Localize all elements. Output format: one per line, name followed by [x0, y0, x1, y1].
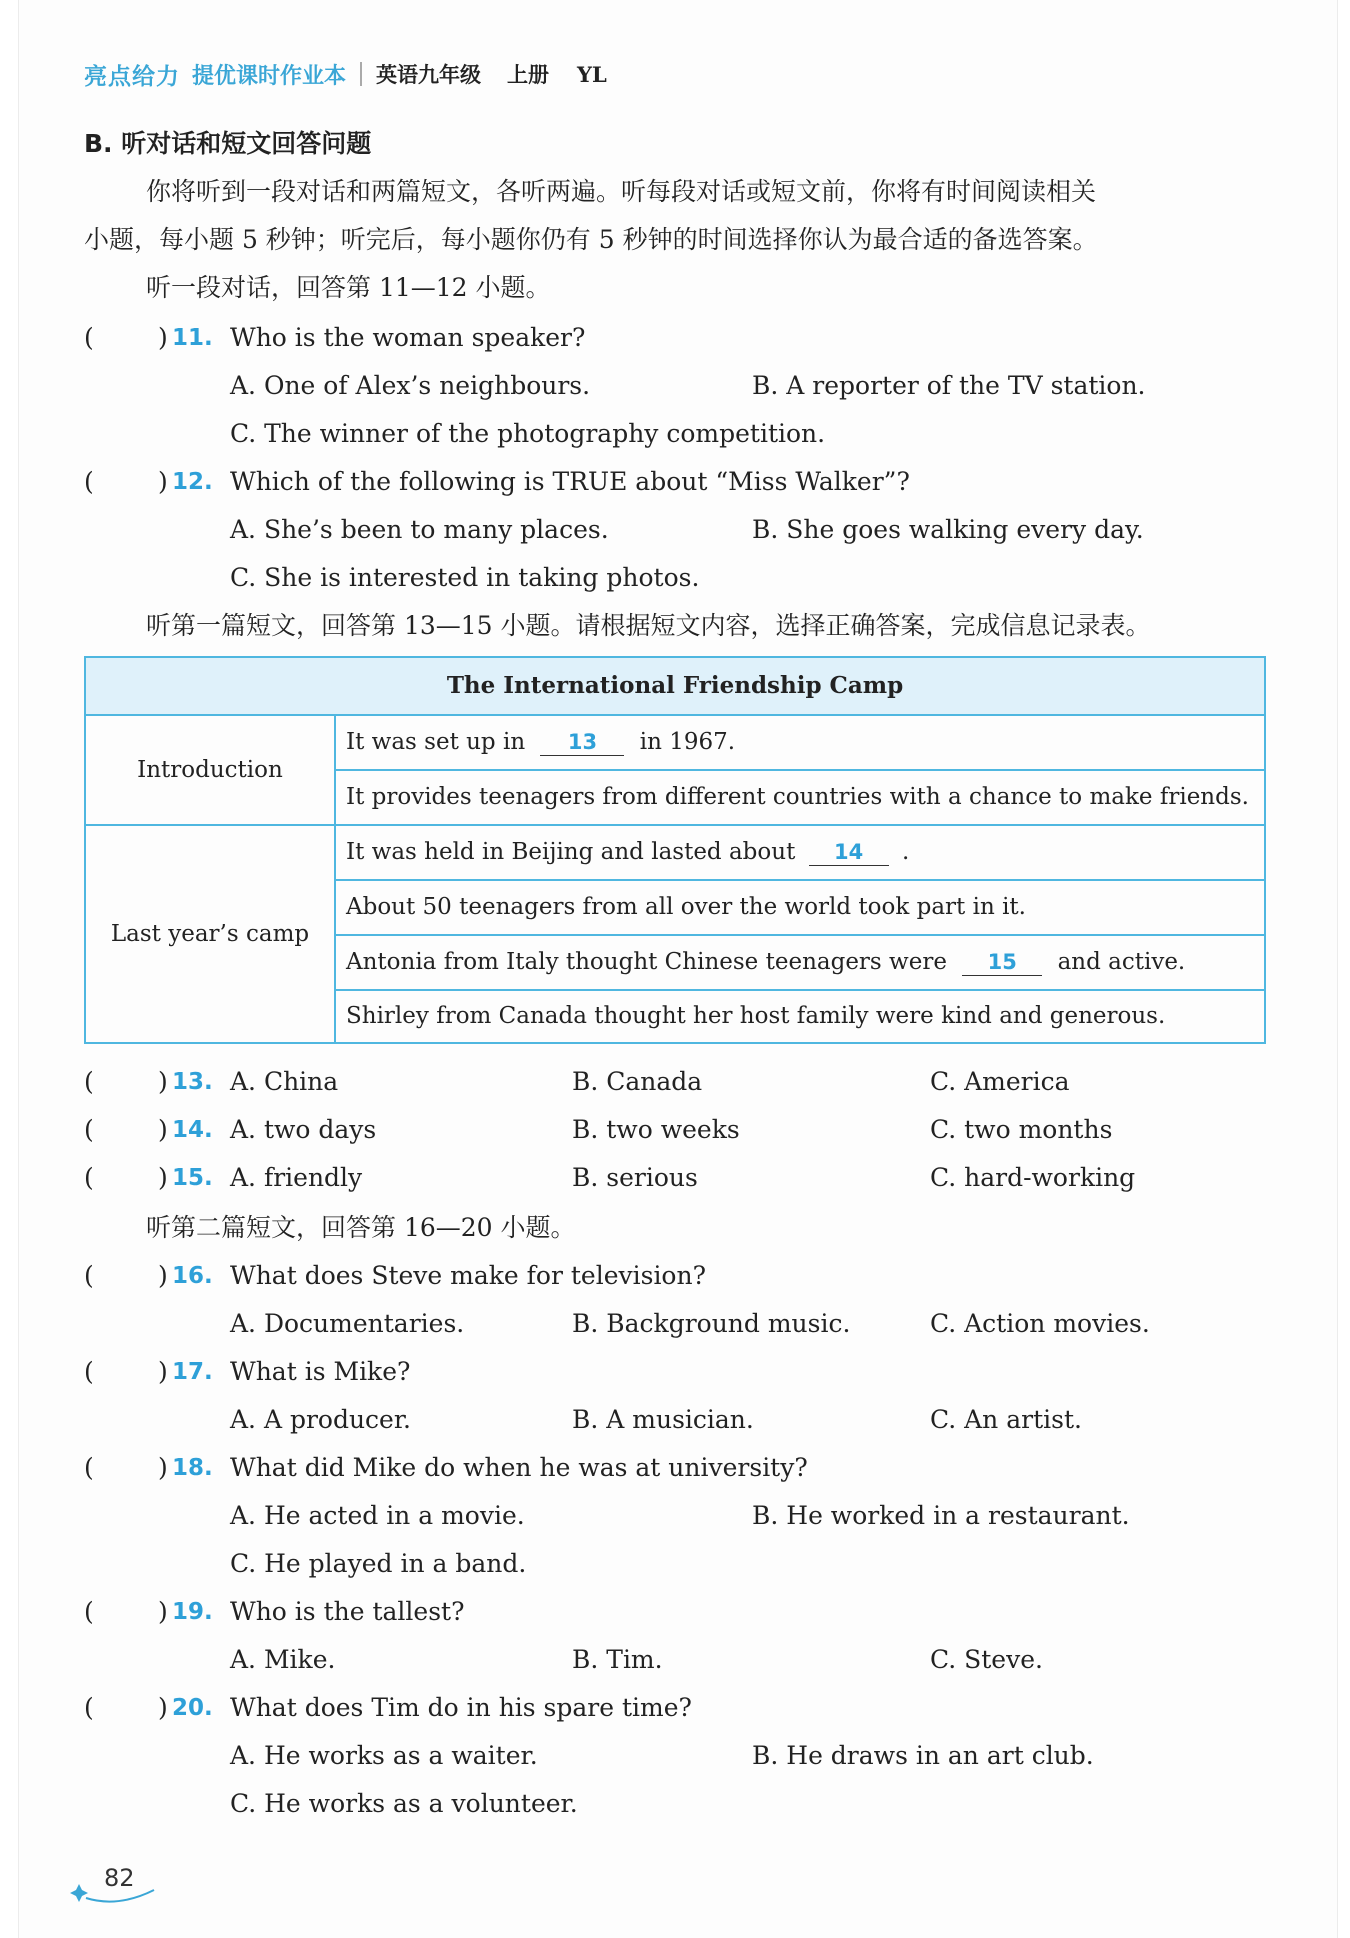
option-a[interactable]: A. Mike.	[230, 1645, 336, 1674]
answer-paren-close: )	[158, 1693, 168, 1722]
series-title: 提优课时作业本	[192, 63, 347, 89]
option-b[interactable]: B. He draws in an art club.	[752, 1741, 1094, 1770]
question-15	[84, 1158, 244, 1198]
question-number: 12.	[172, 469, 213, 495]
question-17	[84, 1352, 1184, 1392]
question-16	[84, 1256, 1184, 1296]
option-b[interactable]: B. She goes walking every day.	[752, 515, 1144, 544]
option-b[interactable]: B. Tim.	[572, 1645, 663, 1674]
answer-paren-open: (	[84, 467, 94, 496]
option-c[interactable]: C. America	[930, 1067, 1070, 1096]
table-divider	[334, 714, 336, 1042]
option-a[interactable]: A. She’s been to many places.	[230, 515, 609, 544]
answer-paren-open: (	[84, 1357, 94, 1386]
question-text: What does Steve make for television?	[230, 1261, 706, 1290]
dialog-instructions: 听一段对话，回答第 11—12 小题。	[146, 273, 551, 302]
option-b[interactable]: B. A musician.	[572, 1405, 754, 1434]
question-text: Which of the following is TRUE about “Miss Walker”?	[230, 467, 910, 496]
question-text: Who is the woman speaker?	[230, 323, 586, 352]
passage1-instructions: 听第一篇短文，回答第 13—15 小题。请根据短文内容，选择正确答案，完成信息记录表。	[146, 611, 1151, 640]
answer-paren-close: )	[158, 1453, 168, 1482]
answer-paren-open: (	[84, 1693, 94, 1722]
table-row	[346, 936, 1185, 989]
instructions-line-1: 你将听到一段对话和两篇短文，各听两遍。听每段对话或短文前，你将有时间阅读相关	[146, 177, 1097, 206]
option-b[interactable]: B. A reporter of the TV station.	[752, 371, 1146, 400]
row-label-introduction: Introduction	[137, 757, 283, 783]
answer-paren-open: (	[84, 1163, 94, 1192]
answer-paren-open: (	[84, 323, 94, 352]
blank-15[interactable]: 15	[962, 949, 1042, 976]
question-number: 13.	[172, 1069, 213, 1095]
page-number: 82	[104, 1864, 135, 1892]
subject-label: 英语九年级	[376, 63, 482, 87]
passage2-instructions: 听第二篇短文，回答第 16—20 小题。	[146, 1213, 576, 1242]
option-a[interactable]: A. He acted in a movie.	[230, 1501, 525, 1530]
option-b[interactable]: B. two weeks	[572, 1115, 740, 1144]
instructions-line-2: 小题，每小题 5 秒钟；听完后，每小题你仍有 5 秒钟的时间选择你认为最合适的备选答案。	[84, 225, 1098, 254]
row-label-last-year-camp: Last year’s camp	[110, 921, 310, 947]
cell-text: .	[901, 839, 910, 865]
question-number: 15.	[172, 1165, 213, 1191]
question-number: 14.	[172, 1117, 213, 1143]
question-number: 11.	[172, 325, 213, 351]
edition-label: YL	[577, 61, 607, 87]
page-header	[84, 54, 607, 94]
question-text: What is Mike?	[230, 1357, 411, 1386]
question-text: Who is the tallest?	[230, 1597, 465, 1626]
option-a[interactable]: A. One of Alex’s neighbours.	[230, 371, 591, 400]
table-row: It provides teenagers from different countries with a chance to make friends.	[346, 784, 1249, 810]
question-18	[84, 1448, 1184, 1488]
table-row: About 50 teenagers from all over the world took part in it.	[346, 894, 1026, 920]
answer-paren-open: (	[84, 1597, 94, 1626]
cell-text: and active.	[1057, 949, 1186, 975]
question-number: 16.	[172, 1263, 213, 1289]
blank-13[interactable]: 13	[540, 729, 624, 756]
answer-paren-close: )	[158, 1261, 168, 1290]
option-b[interactable]: B. serious	[572, 1163, 698, 1192]
blank-14[interactable]: 14	[809, 839, 889, 866]
option-a[interactable]: A. A producer.	[230, 1405, 412, 1434]
option-c[interactable]: C. Action movies.	[930, 1309, 1150, 1338]
table-title: The International Friendship Camp	[86, 658, 1264, 716]
question-12	[84, 462, 1184, 502]
question-number: 19.	[172, 1599, 213, 1625]
table-row: Shirley from Canada thought her host family were kind and generous.	[346, 1003, 1166, 1029]
answer-paren-close: )	[158, 1357, 168, 1386]
option-b[interactable]: B. Background music.	[572, 1309, 851, 1338]
answer-paren-close: )	[158, 323, 168, 352]
answer-paren-open: (	[84, 1261, 94, 1290]
answer-paren-close: )	[158, 1115, 168, 1144]
table-row	[346, 716, 735, 769]
question-number: 18.	[172, 1455, 213, 1481]
question-text: What did Mike do when he was at university?	[230, 1453, 808, 1482]
question-text: What does Tim do in his spare time?	[230, 1693, 692, 1722]
header-divider	[360, 62, 362, 86]
brand-logo: 亮点给力	[84, 63, 180, 90]
option-c[interactable]: C. Steve.	[930, 1645, 1043, 1674]
option-b[interactable]: B. He worked in a restaurant.	[752, 1501, 1130, 1530]
option-c[interactable]: C. An artist.	[930, 1405, 1082, 1434]
option-a[interactable]: A. two days	[230, 1115, 377, 1144]
answer-paren-close: )	[158, 1597, 168, 1626]
cell-text: in 1967.	[639, 729, 736, 755]
answer-paren-open: (	[84, 1115, 94, 1144]
question-14	[84, 1110, 244, 1150]
option-c[interactable]: C. The winner of the photography competition.	[230, 419, 826, 448]
option-a[interactable]: A. China	[230, 1067, 339, 1096]
answer-paren-open: (	[84, 1067, 94, 1096]
option-c[interactable]: C. She is interested in taking photos.	[230, 563, 700, 592]
volume-label: 上册	[507, 63, 550, 87]
question-11	[84, 318, 1184, 358]
answer-paren-open: (	[84, 1453, 94, 1482]
option-a[interactable]: A. Documentaries.	[230, 1309, 465, 1338]
option-c[interactable]: C. two months	[930, 1115, 1113, 1144]
cell-text: It was held in Beijing and lasted about	[346, 839, 796, 865]
question-19	[84, 1592, 1184, 1632]
answer-paren-close: )	[158, 467, 168, 496]
question-20	[84, 1688, 1184, 1728]
table-row	[346, 826, 909, 879]
option-b[interactable]: B. Canada	[572, 1067, 703, 1096]
cell-text: Antonia from Italy thought Chinese teenagers were	[346, 949, 947, 975]
question-number: 20.	[172, 1695, 213, 1721]
answer-paren-close: )	[158, 1067, 168, 1096]
option-c[interactable]: C. He played in a band.	[230, 1549, 527, 1578]
question-number: 17.	[172, 1359, 213, 1385]
cell-text: It was set up in	[346, 729, 526, 755]
question-13	[84, 1062, 244, 1102]
option-c[interactable]: C. hard-working	[930, 1163, 1136, 1192]
section-title: B. 听对话和短文回答问题	[84, 129, 372, 158]
info-record-table	[84, 656, 1266, 1044]
option-a[interactable]: A. He works as a waiter.	[230, 1741, 538, 1770]
option-a[interactable]: A. friendly	[230, 1163, 363, 1192]
option-c[interactable]: C. He works as a volunteer.	[230, 1789, 578, 1818]
answer-paren-close: )	[158, 1163, 168, 1192]
